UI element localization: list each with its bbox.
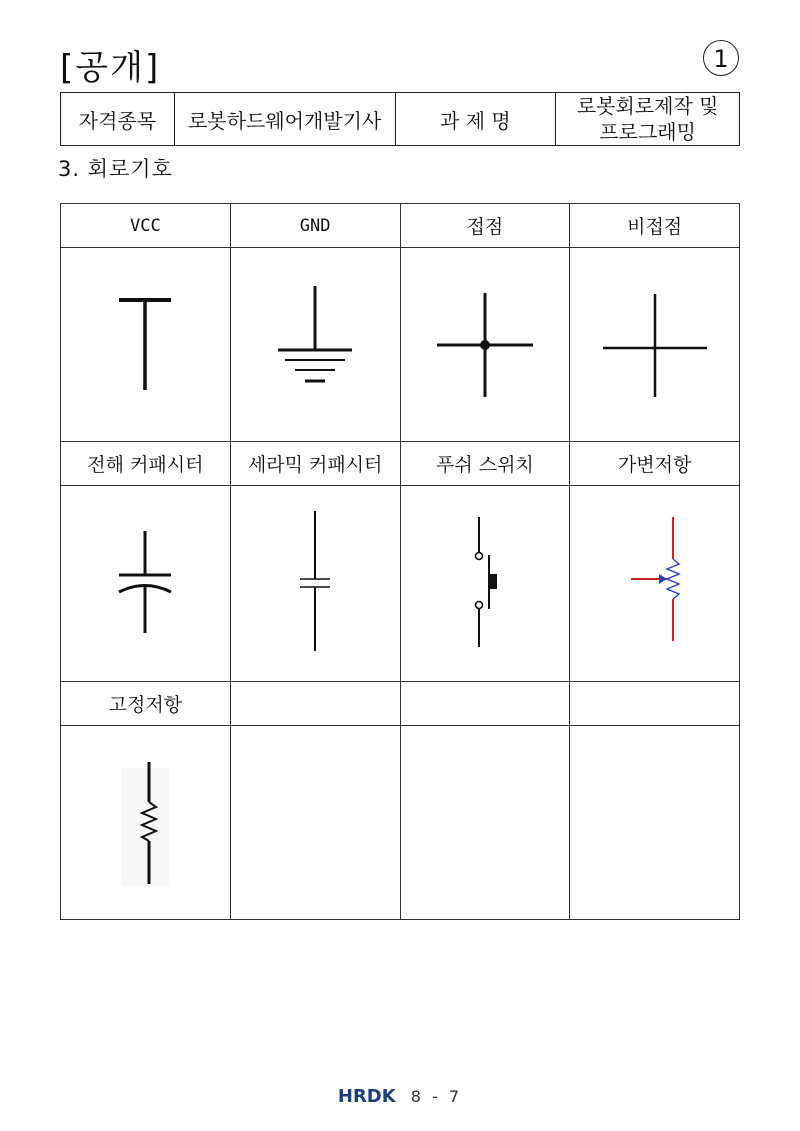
symbol-label-gnd: GND — [230, 204, 400, 248]
info-value-task-line2: 프로그래밍 — [599, 120, 696, 144]
push-switch-icon — [425, 499, 545, 669]
page-footer — [0, 1086, 800, 1107]
empty-label-cell — [230, 682, 400, 726]
empty-symbol-cell — [400, 726, 570, 920]
page-number-badge: 1 — [703, 40, 739, 76]
info-value-category: 로봇하드웨어개발기사 — [174, 93, 395, 146]
ground-symbol-icon — [255, 270, 375, 420]
page-title: [공개] — [60, 48, 161, 88]
vcc-symbol-icon — [85, 270, 205, 420]
symbol-table — [60, 203, 740, 920]
symbol-label-electrolytic-capacitor: 전해 커패시터 — [61, 442, 231, 486]
push-switch-cell — [400, 486, 570, 682]
section-title: 3. 회로기호 — [58, 157, 173, 181]
empty-symbol-cell — [230, 726, 400, 920]
info-value-task — [556, 93, 740, 146]
junction-cell — [400, 248, 570, 442]
no-junction-cell — [570, 248, 740, 442]
variable-resistor-icon — [595, 499, 715, 669]
symbol-label-push-switch: 푸쉬 스위치 — [400, 442, 570, 486]
info-label-category: 자격종목 — [61, 93, 175, 146]
ceramic-capacitor-icon — [255, 499, 375, 669]
variable-resistor-cell — [570, 486, 740, 682]
page-number: 8 - 7 — [410, 1087, 463, 1106]
hrdk-logo: HRDK — [337, 1086, 396, 1107]
vcc-cell — [61, 248, 231, 442]
empty-label-cell — [400, 682, 570, 726]
electrolytic-capacitor-icon — [85, 499, 205, 669]
empty-symbol-cell — [570, 726, 740, 920]
symbol-label-junction: 접점 — [400, 204, 570, 248]
ceramic-capacitor-cell — [230, 486, 400, 682]
fixed-resistor-cell — [61, 726, 231, 920]
symbol-label-ceramic-capacitor: 세라믹 커패시터 — [230, 442, 400, 486]
symbol-label-vcc: VCC — [61, 204, 231, 248]
gnd-cell — [230, 248, 400, 442]
info-label-task: 과 제 명 — [395, 93, 556, 146]
electrolytic-capacitor-cell — [61, 486, 231, 682]
empty-label-cell — [570, 682, 740, 726]
junction-symbol-icon — [425, 270, 545, 420]
fixed-resistor-icon — [85, 748, 205, 898]
info-value-task-line1: 로봇회로제작 및 — [576, 94, 719, 118]
symbol-label-fixed-resistor: 고정저항 — [61, 682, 231, 726]
info-table — [60, 92, 740, 146]
symbol-label-variable-resistor: 가변저항 — [570, 442, 740, 486]
symbol-label-no-junction: 비접점 — [570, 204, 740, 248]
no-junction-symbol-icon — [595, 270, 715, 420]
